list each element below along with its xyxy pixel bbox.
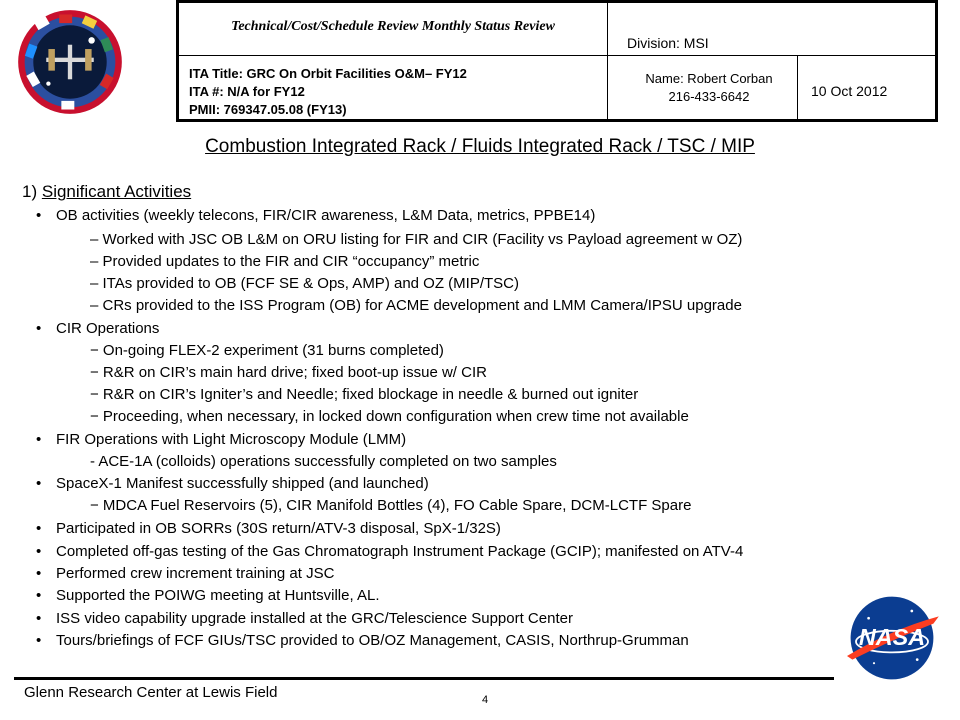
division-label: Division: MSI <box>627 35 709 51</box>
report-date: 10 Oct 2012 <box>811 83 888 99</box>
header-divider <box>179 55 935 56</box>
bullet-text: CIR Operations <box>56 320 160 337</box>
sub-item: − R&R on CIR’s main hard drive; fixed boot-up issue w/ CIR <box>90 364 487 381</box>
bullet-text: Completed off-gas testing of the Gas Chromatograph Instrument Package (GCIP); manifested on ATV-4 <box>56 543 744 560</box>
bullet-item <box>36 543 743 560</box>
section-heading-text: Significant Activities <box>41 182 192 201</box>
pmii-number: PMII: 769347.05.08 (FY13) <box>189 102 347 117</box>
bullet-item <box>36 431 406 448</box>
header-divider <box>607 3 608 119</box>
page-number: 4 <box>482 694 489 706</box>
bullet-text: Performed crew increment training at JSC <box>56 565 335 582</box>
contact-info <box>619 70 799 106</box>
footer-divider <box>14 677 834 680</box>
report-title: Technical/Cost/Schedule Review Monthly Status Review <box>231 19 555 34</box>
ita-info <box>189 65 467 119</box>
sub-item: − Proceeding, when necessary, in locked down configuration when crew time not available <box>90 408 689 425</box>
sub-item: − MDCA Fuel Reservoirs (5), CIR Manifold Bottles (4), FO Cable Spare, DCM-LCTF Spare <box>90 497 692 514</box>
sub-item: – Worked with JSC OB L&M on ORU listing for FIR and CIR (Facility vs Payload agreement w OZ) <box>90 231 743 248</box>
section-heading <box>22 182 191 202</box>
sub-item: – CRs provided to the ISS Program (OB) for ACME development and LMM Camera/IPSU upgrade <box>90 297 742 314</box>
bullet-text: OB activities (weekly telecons, FIR/CIR awareness, L&M Data, metrics, PPBE14) <box>56 207 596 224</box>
section-number: 1) <box>22 182 38 201</box>
bullet-item <box>36 520 501 537</box>
contact-phone: 216-433-6642 <box>668 89 750 104</box>
sub-item: – Provided updates to the FIR and CIR “occupancy” metric <box>90 253 480 270</box>
sub-item: - ACE-1A (colloids) operations successfully completed on two samples <box>90 453 557 470</box>
bullet-text: SpaceX-1 Manifest successfully shipped (and launched) <box>56 475 429 492</box>
sub-item: − On-going FLEX-2 experiment (31 burns completed) <box>90 342 444 359</box>
bullet-item <box>36 632 689 649</box>
contact-name: Name: Robert Corban <box>645 71 773 86</box>
bullet-item <box>36 320 159 337</box>
header-box <box>176 0 938 122</box>
bullet-item <box>36 565 334 582</box>
ita-title: ITA Title: GRC On Orbit Facilities O&M– FY12 <box>189 66 467 81</box>
page-title: Combustion Integrated Rack / Fluids Integrated Rack / TSC / MIP <box>205 136 755 157</box>
sub-item: − R&R on CIR’s Igniter’s and Needle; fixed blockage in needle & burned out igniter <box>90 386 639 403</box>
bullet-item <box>36 475 429 492</box>
footer-org: Glenn Research Center at Lewis Field <box>24 684 278 701</box>
bullet-text: ISS video capability upgrade installed at the GRC/Telescience Support Center <box>56 610 573 627</box>
bullet-text: Supported the POIWG meeting at Huntsville, AL. <box>56 587 380 604</box>
nasa-logo-icon <box>838 592 946 684</box>
nasa-logo-text: NASA <box>858 624 926 651</box>
bullet-item <box>36 587 380 604</box>
ita-number: ITA #: N/A for FY12 <box>189 84 305 99</box>
sub-item: – ITAs provided to OB (FCF SE & Ops, AMP) and OZ (MIP/TSC) <box>90 275 519 292</box>
bullet-text: FIR Operations with Light Microscopy Module (LMM) <box>56 431 407 448</box>
bullet-item <box>36 610 573 627</box>
iss-emblem-icon <box>16 8 124 116</box>
bullet-text: Participated in OB SORRs (30S return/ATV-3 disposal, SpX-1/32S) <box>56 520 501 537</box>
bullet-text: Tours/briefings of FCF GIUs/TSC provided to OB/OZ Management, CASIS, Northrup-Grumman <box>56 632 689 649</box>
bullet-item <box>36 207 595 224</box>
